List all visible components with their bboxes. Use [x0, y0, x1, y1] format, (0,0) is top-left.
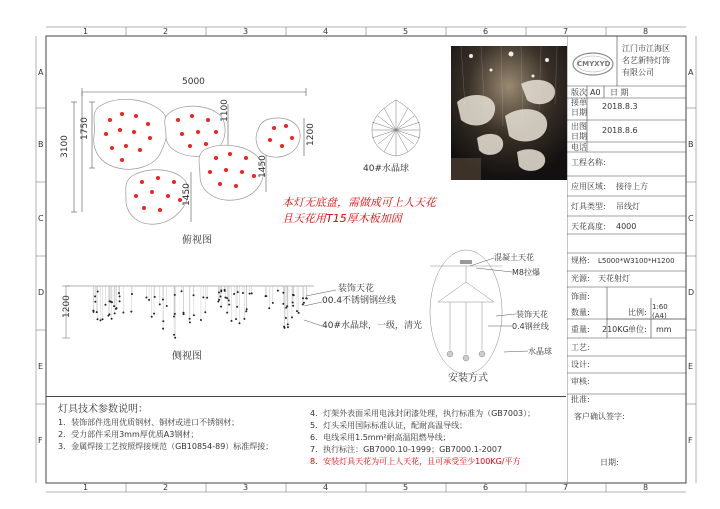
install-caption: 安装方式: [448, 373, 488, 384]
crystal-drop: [174, 294, 176, 296]
crystal-drop: [173, 334, 175, 336]
date-header: 日 期: [610, 88, 629, 97]
light-label: 光源:: [571, 274, 590, 283]
crystal-drop: [97, 291, 99, 293]
finish-label: 饰面:: [571, 292, 590, 301]
crystal-drop: [296, 310, 298, 312]
requirements-divider: [46, 396, 566, 397]
company-name-line: 有限公司: [622, 68, 654, 77]
crystal-drop: [189, 318, 191, 320]
issue-date-label: 出图日期: [571, 122, 587, 141]
height-label: 天花高度:: [571, 222, 606, 231]
crystal-drop: [284, 327, 286, 329]
crystal-drop: [119, 295, 121, 297]
issue-date-value: 2018.8.6: [602, 126, 638, 135]
col-label: 1: [83, 483, 89, 492]
crystal-drop: [287, 323, 289, 325]
row-label: F: [688, 436, 693, 445]
dim-left-height: 3100: [60, 135, 70, 158]
install-leader-lines: [466, 256, 536, 354]
unit-value: mm: [656, 325, 672, 334]
qty-label: 数量:: [571, 308, 590, 317]
ratio-value: 1:60 (A4): [652, 303, 668, 320]
ratio-label: 比例:: [628, 308, 647, 317]
dim-right: 1200: [306, 123, 316, 146]
col-label: 1: [83, 27, 89, 36]
spec-value: L5000*W3100*H1200: [598, 257, 675, 265]
version-label: 版次: [571, 88, 587, 97]
crystal-drop: [226, 312, 228, 314]
crystal-drop: [122, 312, 124, 314]
col-label: 3: [243, 27, 249, 36]
row-label: C: [38, 214, 44, 223]
crystal-drop: [282, 292, 284, 294]
crystal-drop: [130, 311, 132, 313]
crystal-drop: [173, 315, 175, 317]
receive-date-value: 2018.8.3: [602, 102, 638, 111]
col-label: 8: [643, 27, 649, 36]
crystal-drop: [235, 318, 237, 320]
crystal-drop: [166, 305, 168, 307]
col-label: 7: [563, 483, 569, 492]
col-label: 8: [643, 483, 649, 492]
requirement-item: 3．金属焊接工艺按照焊接规范（GB10854-89）标准焊接；: [58, 442, 274, 451]
chandelier-photo: [451, 46, 567, 180]
requirement-item: 1．装饰部件选用优质钢材、铜材或进口不锈钢材；: [58, 418, 240, 427]
crystal-drop: [110, 301, 112, 303]
row-label: E: [688, 362, 694, 371]
install-label-concrete: 混凝土天花: [494, 253, 534, 262]
plan-view-caption: 俯视图: [182, 235, 212, 246]
col-label: 2: [163, 27, 169, 36]
col-label: 6: [483, 483, 489, 492]
crystal-drop: [277, 290, 279, 292]
crystal-drop: [153, 313, 155, 315]
row-label: A: [688, 68, 694, 77]
red-notice-line2: 且天花用T15厚木板加固: [282, 212, 402, 225]
dim-mid: 1100: [220, 99, 230, 122]
crystal-drop: [268, 307, 270, 309]
install-label-wire: 0.4钢丝线: [512, 322, 549, 331]
crystal-drop: [238, 322, 240, 324]
crystal-drop: [114, 312, 116, 314]
crystal-drop: [118, 292, 120, 294]
crystal-drop: [154, 296, 156, 298]
row-label: B: [688, 140, 694, 149]
requirement-item: 7．执行标注：GB7000.10-1999；GB7000.1-2007: [310, 445, 503, 454]
col-label: 3: [243, 483, 249, 492]
crystal-ball-drawing: [366, 96, 426, 160]
crystal-drop: [228, 304, 230, 306]
dim-total-width: 5000: [182, 77, 205, 87]
crystal-drop: [242, 292, 244, 294]
crystal-drop: [107, 315, 109, 317]
logo-text: CMYXYD: [577, 60, 611, 68]
spec-label: 规格:: [571, 256, 590, 265]
row-label: D: [688, 288, 695, 297]
side-leader-lines: [300, 286, 340, 330]
col-label: 5: [403, 483, 409, 492]
type-label: 灯具类型:: [571, 202, 606, 211]
crystal-drop: [119, 300, 121, 302]
crystal-drop: [246, 308, 248, 310]
side-view-drawing: [60, 282, 320, 346]
crystal-drop: [206, 297, 208, 299]
crystal-drop: [145, 296, 147, 298]
crystal-drop: [292, 305, 294, 307]
col-label: 6: [483, 27, 489, 36]
crystal-drop: [224, 297, 226, 299]
row-label: C: [688, 214, 694, 223]
dim-bottom-mid: 1450: [182, 183, 192, 206]
crystal-drop: [293, 294, 295, 296]
side-view-caption: 侧视图: [172, 351, 202, 362]
area-value: 接待上方: [616, 182, 648, 191]
company-name-line: 名艺新特灯饰: [622, 56, 670, 65]
crystal-drop: [183, 313, 185, 315]
craft-label: 工艺:: [571, 343, 590, 352]
requirement-item: 4．灯架外表面采用电泳封闭漆处理，执行标准为（GB7003）；: [310, 409, 536, 418]
crystal-drop: [174, 313, 176, 315]
crystal-drop: [162, 328, 164, 330]
crystal-drop: [220, 295, 222, 297]
approve-label: 批准:: [571, 395, 590, 404]
crystal-drop: [236, 306, 238, 308]
row-label: D: [38, 288, 45, 297]
company-name-line: 江门市江海区: [622, 44, 670, 53]
crystal-drop: [226, 297, 228, 299]
crystal-drop: [285, 307, 287, 309]
crystal-drop: [111, 318, 113, 320]
side-label-wire: 00.4不锈钢钢丝线: [322, 296, 397, 306]
crystal-drop: [100, 319, 102, 321]
crystal-drop: [251, 292, 253, 294]
crystal-drop: [224, 289, 226, 291]
row-label: E: [38, 362, 44, 371]
row-label: B: [38, 140, 44, 149]
crystal-drop: [96, 311, 98, 313]
crystal-drop: [131, 293, 133, 295]
crystal-drop: [243, 318, 245, 320]
crystal-drop: [193, 294, 195, 296]
crystal-drop: [151, 316, 153, 318]
row-label: F: [38, 436, 43, 445]
weight-label: 重量:: [571, 325, 590, 334]
sign-date-label: 日期:: [600, 458, 619, 467]
side-label-ceiling: 装饰天花: [338, 284, 375, 294]
crystal-drop: [159, 303, 161, 305]
requirement-item: 6．电线采用1.5mm²耐高温阻燃导线；: [310, 433, 451, 442]
side-label-ball: 40#水晶球，一级，清光: [322, 321, 422, 331]
crystal-drop: [193, 314, 195, 316]
requirement-item: 2．受力部件采用3mm厚优质A3钢材；: [58, 430, 199, 439]
type-value: 吊线灯: [616, 202, 640, 211]
project-label: 工程名称:: [571, 158, 606, 167]
crystal-drop: [245, 310, 247, 312]
install-label-ceiling: 装饰天花: [516, 310, 548, 319]
requirements-title: 灯具技术参数说明：: [58, 404, 148, 415]
crystal-drop: [174, 337, 176, 339]
crystal-drop: [204, 311, 206, 313]
crystal-drop: [189, 321, 191, 323]
crystal-drop: [162, 299, 164, 301]
check-label: 审核:: [571, 377, 590, 386]
version-value: A0: [590, 88, 601, 97]
crystal-drop: [231, 320, 233, 322]
row-label: A: [38, 68, 44, 77]
red-notice-line1: 本灯无底盘，需做成可上人天花: [282, 196, 436, 209]
crystal-drop: [220, 306, 222, 308]
requirement-item: 5．灯头采用国际标准认证，配耐高温导线；: [310, 421, 468, 430]
crystal-drop: [162, 320, 164, 322]
crystal-ball-caption: 40#水晶球: [363, 164, 409, 174]
crystal-drop: [93, 311, 95, 313]
side-dim-height: 1200: [62, 295, 72, 318]
dim-bottom-right: 1450: [258, 155, 268, 178]
crystal-drop: [228, 300, 230, 302]
crystal-drop: [272, 302, 274, 304]
crystal-drop: [220, 290, 222, 292]
install-label-ball: 水晶球: [528, 347, 552, 356]
crystal-drop: [237, 291, 239, 293]
crystal-drop: [202, 296, 204, 298]
crystal-drop: [148, 299, 150, 301]
design-label: 设计:: [571, 360, 590, 369]
crystal-drop: [104, 304, 106, 306]
receive-date-label: 接单日期: [571, 98, 587, 117]
crystal-drop: [102, 318, 104, 320]
col-label: 7: [563, 27, 569, 36]
weight-value: 210KG: [602, 325, 629, 334]
crystal-drop: [265, 295, 267, 297]
crystal-drop: [218, 291, 220, 293]
crystal-drop: [285, 317, 287, 319]
crystal-drop: [282, 303, 284, 305]
height-value: 4000: [616, 222, 637, 231]
crystal-drop: [113, 305, 115, 307]
crystal-drop: [180, 290, 182, 292]
col-label: 4: [323, 483, 329, 492]
light-value: 天花射灯: [598, 274, 630, 283]
customer-sign-label: 客户确认签字:: [574, 412, 625, 421]
crystal-drop: [200, 319, 202, 321]
requirement-highlight: 8．安装灯具天花为可上人天花，且可承受至少100KG/平方: [310, 457, 521, 466]
phone-label: 电话: [571, 143, 587, 152]
col-label: 4: [323, 27, 329, 36]
install-label-bolt: M8拉爆: [512, 268, 540, 277]
crystal-drop: [116, 307, 118, 309]
crystal-drop: [94, 301, 96, 303]
crystal-drop: [233, 293, 235, 295]
area-label: 应用区域:: [571, 182, 606, 191]
dim-left-inner: 1750: [80, 117, 90, 140]
crystal-drop: [292, 302, 294, 304]
crystal-drop: [291, 316, 293, 318]
crystal-drop: [287, 326, 289, 328]
crystal-drop: [94, 295, 96, 297]
crystal-drop: [249, 293, 251, 295]
crystal-drop: [218, 299, 220, 301]
unit-label: 单位:: [628, 325, 647, 334]
col-label: 5: [403, 27, 409, 36]
col-label: 2: [163, 483, 169, 492]
crystal-drop: [96, 318, 98, 320]
